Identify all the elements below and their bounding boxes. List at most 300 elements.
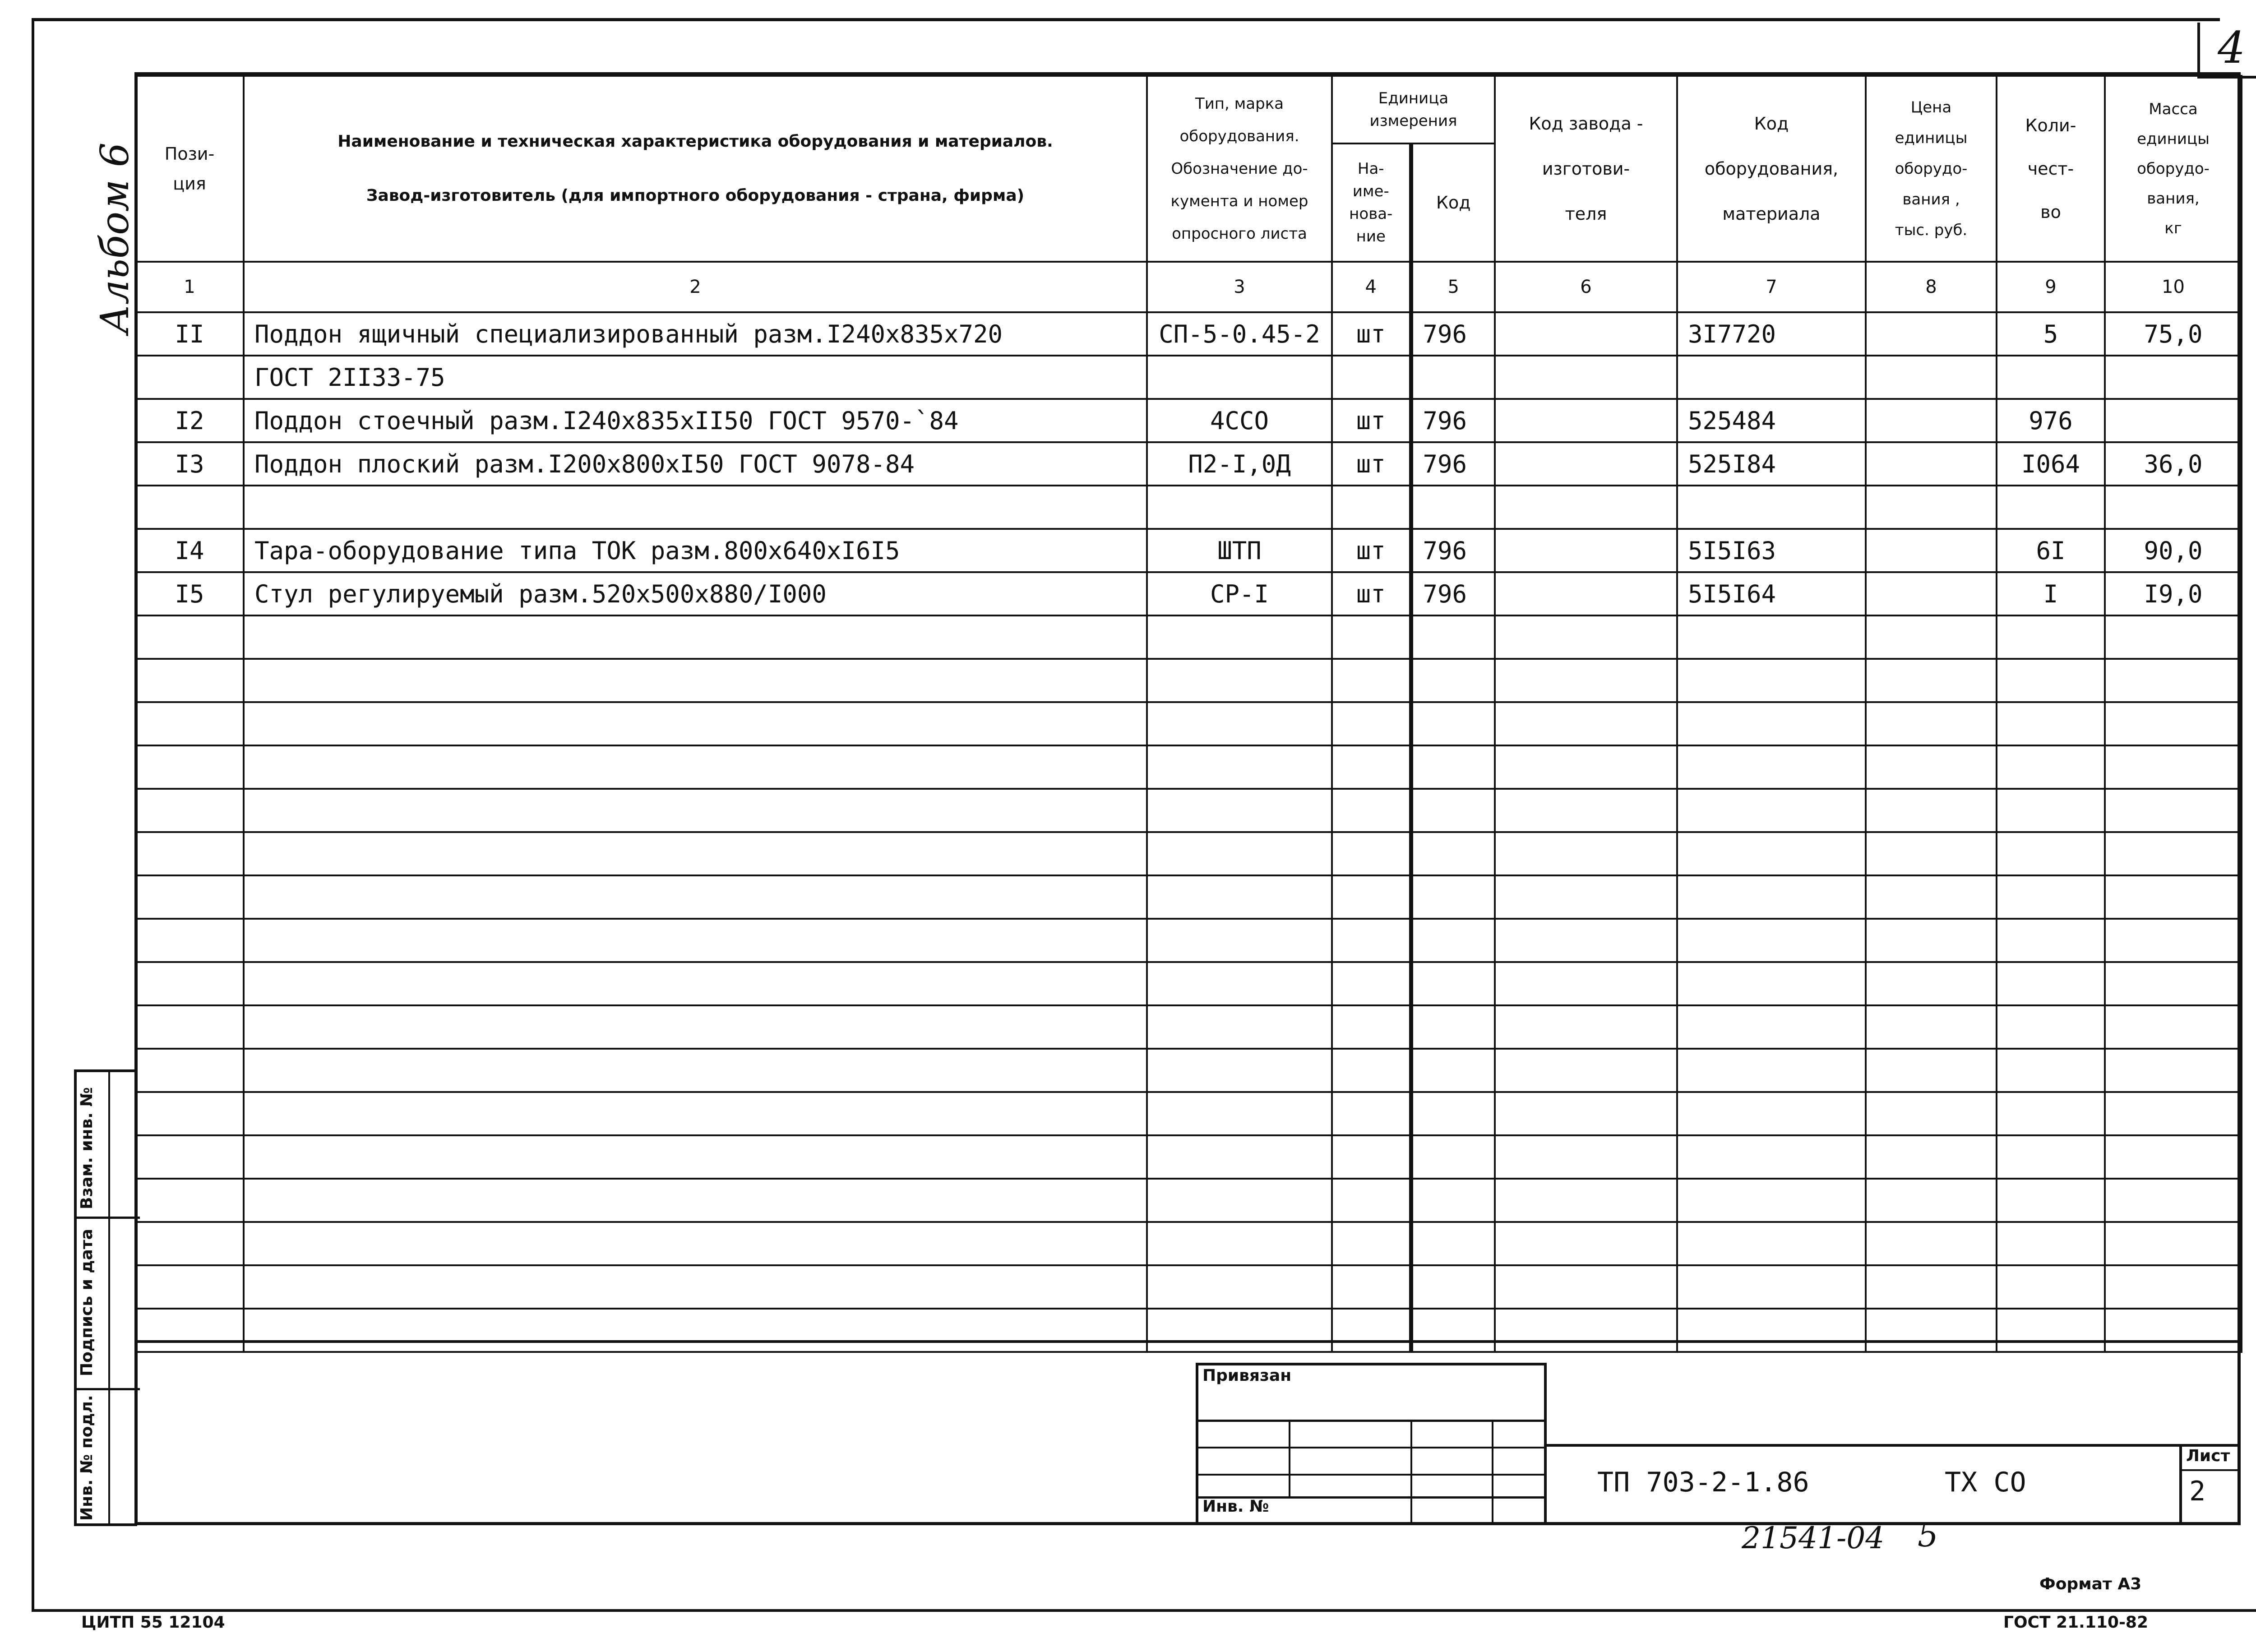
cell-code: 796 [1411, 312, 1495, 356]
cell-name: Поддон ящичный специализированный разм.I240x835x720 [244, 312, 1147, 356]
cell-type [1147, 1005, 1332, 1049]
cell-mass [2105, 486, 2242, 529]
table-row [135, 572, 2242, 615]
cell-name: Поддон стоечный разм.I240x835xII50 ГОСТ 9570-`84 [244, 399, 1147, 442]
cell-unit [1332, 702, 1411, 745]
cell-type: СП-5-0.45-2 [1147, 312, 1332, 356]
cell-unit: шт [1332, 572, 1411, 615]
cell-unit [1332, 1309, 1411, 1352]
cell-maker [1495, 1179, 1677, 1222]
cell-unit [1332, 1135, 1411, 1179]
table-row [135, 356, 2242, 399]
cell-mass [2105, 1092, 2242, 1135]
cell-type: 4ССО [1147, 399, 1332, 442]
cell-maker [1495, 702, 1677, 745]
cell-eqcode [1677, 1309, 1866, 1352]
cell-code [1411, 1265, 1495, 1309]
cell-code [1411, 789, 1495, 832]
cell-qty [1997, 615, 2105, 659]
cell-code [1411, 1222, 1495, 1265]
cell-qty: I [1997, 572, 2105, 615]
cell-qty [1997, 1309, 2105, 1352]
cell-code [1411, 659, 1495, 702]
cell-price [1866, 399, 1997, 442]
cell-type [1147, 745, 1332, 789]
cell-maker [1495, 1222, 1677, 1265]
col-number: 3 [1147, 262, 1332, 312]
cell-type [1147, 486, 1332, 529]
header-price: Цена единицы оборудо- вания , тыс. руб. [1866, 76, 1997, 262]
cell-code [1411, 702, 1495, 745]
cell-qty [1997, 919, 2105, 962]
cell-code [1411, 832, 1495, 875]
cell-name [244, 875, 1147, 919]
cell-unit [1332, 1265, 1411, 1309]
archive-page: 5 [1918, 1516, 1938, 1554]
cell-mass [2105, 1265, 2242, 1309]
cell-code: 796 [1411, 572, 1495, 615]
cell-mass [2105, 1222, 2242, 1265]
cell-code [1411, 356, 1495, 399]
cell-maker [1495, 1005, 1677, 1049]
cell-qty [1997, 1222, 2105, 1265]
cell-maker [1495, 875, 1677, 919]
cell-price [1866, 615, 1997, 659]
cell-unit [1332, 789, 1411, 832]
cell-price [1866, 659, 1997, 702]
cell-qty [1997, 962, 2105, 1005]
cell-qty: 5 [1997, 312, 2105, 356]
cell-maker [1495, 1135, 1677, 1179]
cell-mass: I9,0 [2105, 572, 2242, 615]
cell-type [1147, 875, 1332, 919]
cell-mass [2105, 356, 2242, 399]
cell-eqcode: 525484 [1677, 399, 1866, 442]
stamp-bound-label: Привязан [1202, 1366, 1292, 1385]
cell-type [1147, 919, 1332, 962]
table-row [135, 875, 2242, 919]
cell-price [1866, 442, 1997, 486]
sheet-label: Лист [2186, 1447, 2230, 1465]
table-row [135, 832, 2242, 875]
cell-mass [2105, 615, 2242, 659]
col-number: 1 [135, 262, 244, 312]
cell-maker [1495, 1265, 1677, 1309]
cell-mass [2105, 962, 2242, 1005]
table-row [135, 399, 2242, 442]
table-row [135, 442, 2242, 486]
header-type: Тип, марка оборудования. Обозначение до- кумента и номер опросного листа [1147, 76, 1332, 262]
cell-pos: II [135, 312, 244, 356]
cell-price [1866, 1309, 1997, 1352]
cell-pos [135, 356, 244, 399]
cell-pos [135, 659, 244, 702]
cell-eqcode: 525I84 [1677, 442, 1866, 486]
cell-type [1147, 832, 1332, 875]
cell-price [1866, 875, 1997, 919]
cell-type [1147, 1179, 1332, 1222]
cell-code [1411, 1005, 1495, 1049]
cell-name [244, 789, 1147, 832]
cell-pos [135, 702, 244, 745]
doc-suffix: ТХ СО [1945, 1467, 2026, 1498]
cell-eqcode [1677, 962, 1866, 1005]
cell-qty: 6I [1997, 529, 2105, 572]
cell-eqcode [1677, 875, 1866, 919]
cell-pos [135, 615, 244, 659]
cell-name: Тара-оборудование типа ТОК разм.800x640xI6I5 [244, 529, 1147, 572]
cell-qty [1997, 789, 2105, 832]
cell-price [1866, 356, 1997, 399]
cell-qty [1997, 1135, 2105, 1179]
cell-eqcode [1677, 745, 1866, 789]
top-border-line [32, 18, 2220, 21]
cell-eqcode [1677, 1179, 1866, 1222]
cell-eqcode [1677, 1005, 1866, 1049]
table-row [135, 659, 2242, 702]
archive-number: 21541-04 [1742, 1521, 1885, 1555]
cell-eqcode [1677, 832, 1866, 875]
bottom-border-line [32, 1609, 2256, 1612]
cell-qty [1997, 659, 2105, 702]
cell-qty [1997, 356, 2105, 399]
cell-eqcode [1677, 702, 1866, 745]
table-row [135, 1005, 2242, 1049]
cell-price [1866, 1222, 1997, 1265]
cell-price [1866, 1005, 1997, 1049]
table-body [135, 312, 2242, 1352]
table-row [135, 789, 2242, 832]
cell-name [244, 1179, 1147, 1222]
cell-maker [1495, 919, 1677, 962]
cell-pos [135, 1092, 244, 1135]
cell-type [1147, 789, 1332, 832]
cell-pos: I5 [135, 572, 244, 615]
cell-pos [135, 832, 244, 875]
col-number: 5 [1411, 262, 1495, 312]
cell-eqcode [1677, 615, 1866, 659]
cell-mass [2105, 659, 2242, 702]
header-name: Наименование и техническая характеристика оборудования и материалов. Завод-изготовитель (для импортного оборудования - страна, фирма) [244, 76, 1147, 262]
side-label-sign-date: Подпись и дата [78, 1229, 96, 1376]
header-unit-code: Код [1411, 143, 1495, 262]
cell-type [1147, 615, 1332, 659]
cell-price [1866, 529, 1997, 572]
cell-mass [2105, 875, 2242, 919]
cell-mass [2105, 1005, 2242, 1049]
sheet-number: 2 [2189, 1476, 2206, 1507]
sheet-box [2179, 1444, 2182, 1525]
cell-type [1147, 962, 1332, 1005]
side-label-inv-no: Взам. инв. № [78, 1087, 96, 1209]
table-row [135, 615, 2242, 659]
cell-eqcode [1677, 486, 1866, 529]
cell-code [1411, 1092, 1495, 1135]
header-mass: Масса единицы оборудо- вания, кг [2105, 76, 2242, 262]
cell-code: 796 [1411, 399, 1495, 442]
cell-type [1147, 1135, 1332, 1179]
cell-mass: 90,0 [2105, 529, 2242, 572]
cell-eqcode [1677, 1265, 1866, 1309]
cell-unit [1332, 832, 1411, 875]
cell-code [1411, 875, 1495, 919]
cell-unit: шт [1332, 529, 1411, 572]
doc-code-text: ТП 703-2-1.86 [1597, 1467, 1809, 1498]
cell-code [1411, 615, 1495, 659]
cell-maker [1495, 1092, 1677, 1135]
cell-pos [135, 1265, 244, 1309]
header-quantity: Коли- чест- во [1997, 76, 2105, 262]
cell-pos: I4 [135, 529, 244, 572]
cell-qty [1997, 1179, 2105, 1222]
cell-pos [135, 789, 244, 832]
cell-maker [1495, 615, 1677, 659]
table-row [135, 529, 2242, 572]
col-number: 10 [2105, 262, 2242, 312]
cell-pos [135, 745, 244, 789]
cell-qty [1997, 745, 2105, 789]
header-equipment-code: Код оборудования, материала [1677, 76, 1866, 262]
cell-mass [2105, 789, 2242, 832]
cell-eqcode [1677, 919, 1866, 962]
cell-mass [2105, 1135, 2242, 1179]
cell-type [1147, 1049, 1332, 1092]
cell-unit [1332, 1049, 1411, 1092]
cell-name [244, 615, 1147, 659]
cell-qty [1997, 702, 2105, 745]
cell-name [244, 745, 1147, 789]
cell-name [244, 832, 1147, 875]
cell-unit [1332, 875, 1411, 919]
cell-eqcode: 5I5I64 [1677, 572, 1866, 615]
cell-unit [1332, 1092, 1411, 1135]
cell-unit [1332, 962, 1411, 1005]
cell-unit: шт [1332, 399, 1411, 442]
cell-qty [1997, 486, 2105, 529]
cell-pos: I2 [135, 399, 244, 442]
cell-price [1866, 919, 1997, 962]
cell-mass [2105, 1309, 2242, 1352]
cell-name [244, 659, 1147, 702]
cell-eqcode [1677, 789, 1866, 832]
cell-name [244, 1309, 1147, 1352]
cell-type [1147, 659, 1332, 702]
cell-name [244, 702, 1147, 745]
cell-name [244, 486, 1147, 529]
cell-mass [2105, 1049, 2242, 1092]
cell-qty: I064 [1997, 442, 2105, 486]
cell-unit [1332, 745, 1411, 789]
cell-type: СР-I [1147, 572, 1332, 615]
cell-name [244, 1049, 1147, 1092]
col-number: 2 [244, 262, 1147, 312]
cell-pos [135, 1309, 244, 1352]
cell-unit [1332, 659, 1411, 702]
table-row [135, 486, 2242, 529]
cell-name [244, 1092, 1147, 1135]
cell-qty: 976 [1997, 399, 2105, 442]
cell-type [1147, 356, 1332, 399]
cell-price [1866, 1092, 1997, 1135]
cell-qty [1997, 1092, 2105, 1135]
table-row [135, 1092, 2242, 1135]
col-number: 9 [1997, 262, 2105, 312]
cell-pos [135, 1179, 244, 1222]
cell-mass [2105, 832, 2242, 875]
cell-eqcode [1677, 1049, 1866, 1092]
cell-pos: I3 [135, 442, 244, 486]
cell-maker [1495, 832, 1677, 875]
cell-type: П2-I,0Д [1147, 442, 1332, 486]
table-row [135, 1309, 2242, 1352]
header-unit-name: На- име- нова- ние [1332, 143, 1411, 262]
cell-price [1866, 1135, 1997, 1179]
corner-sheet-number: 4 [2218, 23, 2246, 73]
cell-unit [1332, 1222, 1411, 1265]
table-row [135, 1265, 2242, 1309]
cell-qty [1997, 832, 2105, 875]
cell-eqcode [1677, 1135, 1866, 1179]
cell-qty [1997, 875, 2105, 919]
table-row [135, 1179, 2242, 1222]
cell-maker [1495, 745, 1677, 789]
specification-table [134, 75, 2242, 1353]
cell-name: Поддон плоский разм.I200x800xI50 ГОСТ 9078-84 [244, 442, 1147, 486]
cell-type [1147, 702, 1332, 745]
cell-code [1411, 1309, 1495, 1352]
doc-code [1597, 1467, 1809, 1498]
cell-maker [1495, 356, 1677, 399]
side-label-inv-orig: Инв. № подл. [78, 1395, 96, 1521]
gost-label: ГОСТ 21.110-82 [2003, 1613, 2149, 1632]
cell-mass [2105, 1179, 2242, 1222]
table-row [135, 702, 2242, 745]
cell-type [1147, 1309, 1332, 1352]
cell-maker [1495, 399, 1677, 442]
cell-pos [135, 1005, 244, 1049]
stamp-area-top-line [134, 1340, 2241, 1343]
cell-pos [135, 486, 244, 529]
cell-pos [135, 1049, 244, 1092]
cell-unit [1332, 1179, 1411, 1222]
cell-qty [1997, 1049, 2105, 1092]
cell-maker [1495, 312, 1677, 356]
cell-name [244, 962, 1147, 1005]
cell-code [1411, 745, 1495, 789]
cell-eqcode: 5I5I63 [1677, 529, 1866, 572]
header-maker-code: Код завода - изготови- теля [1495, 76, 1677, 262]
cell-unit: шт [1332, 442, 1411, 486]
cell-type [1147, 1265, 1332, 1309]
cell-name [244, 1005, 1147, 1049]
publisher-label: ЦИТП 55 12104 [81, 1613, 225, 1632]
table-row [135, 1222, 2242, 1265]
cell-qty [1997, 1005, 2105, 1049]
cell-code [1411, 1135, 1495, 1179]
stamp-inv-label: Инв. № [1202, 1497, 1269, 1516]
table-row [135, 919, 2242, 962]
cell-mass: 36,0 [2105, 442, 2242, 486]
cell-pos [135, 919, 244, 962]
cell-mass [2105, 702, 2242, 745]
cell-eqcode: 3I7720 [1677, 312, 1866, 356]
cell-name [244, 1222, 1147, 1265]
cell-eqcode [1677, 1222, 1866, 1265]
cell-price [1866, 702, 1997, 745]
album-label: Альбом 6 [92, 142, 138, 334]
cell-maker [1495, 789, 1677, 832]
left-border-line [32, 18, 34, 1611]
cell-eqcode [1677, 356, 1866, 399]
cell-unit [1332, 486, 1411, 529]
cell-mass [2105, 399, 2242, 442]
cell-price [1866, 486, 1997, 529]
cell-maker [1495, 486, 1677, 529]
col-number: 8 [1866, 262, 1997, 312]
cell-code [1411, 1179, 1495, 1222]
format-label: Формат А3 [2039, 1575, 2142, 1593]
cell-type: ШТП [1147, 529, 1332, 572]
cell-pos [135, 962, 244, 1005]
cell-price [1866, 745, 1997, 789]
cell-name: ГОСТ 2II33-75 [244, 356, 1147, 399]
cell-code [1411, 1049, 1495, 1092]
cell-type [1147, 1092, 1332, 1135]
cell-pos [135, 1135, 244, 1179]
cell-eqcode [1677, 659, 1866, 702]
cell-code [1411, 962, 1495, 1005]
cell-unit: шт [1332, 312, 1411, 356]
cell-type [1147, 1222, 1332, 1265]
cell-name [244, 1265, 1147, 1309]
cell-code [1411, 919, 1495, 962]
cell-mass [2105, 745, 2242, 789]
cell-unit [1332, 356, 1411, 399]
cell-maker [1495, 529, 1677, 572]
cell-unit [1332, 919, 1411, 962]
cell-maker [1495, 1049, 1677, 1092]
title-block-line [1547, 1444, 2241, 1447]
cell-name [244, 1135, 1147, 1179]
table-row [135, 1135, 2242, 1179]
cell-mass [2105, 919, 2242, 962]
cell-name [244, 919, 1147, 962]
cell-maker [1495, 962, 1677, 1005]
cell-code [1411, 486, 1495, 529]
cell-price [1866, 962, 1997, 1005]
cell-qty [1997, 1265, 2105, 1309]
table-row [135, 1049, 2242, 1092]
cell-mass: 75,0 [2105, 312, 2242, 356]
cell-price [1866, 1049, 1997, 1092]
cell-maker [1495, 442, 1677, 486]
table-row [135, 312, 2242, 356]
table-row [135, 745, 2242, 789]
cell-pos [135, 1222, 244, 1265]
cell-price [1866, 312, 1997, 356]
cell-pos [135, 875, 244, 919]
cell-price [1866, 832, 1997, 875]
cell-name: Стул регулируемый разм.520x500x880/I000 [244, 572, 1147, 615]
cell-unit [1332, 1005, 1411, 1049]
cell-price [1866, 572, 1997, 615]
col-number: 6 [1495, 262, 1677, 312]
col-number: 7 [1677, 262, 1866, 312]
cell-code: 796 [1411, 529, 1495, 572]
cell-maker [1495, 572, 1677, 615]
header-unit-group: Единица измерения [1332, 76, 1495, 143]
cell-price [1866, 1179, 1997, 1222]
